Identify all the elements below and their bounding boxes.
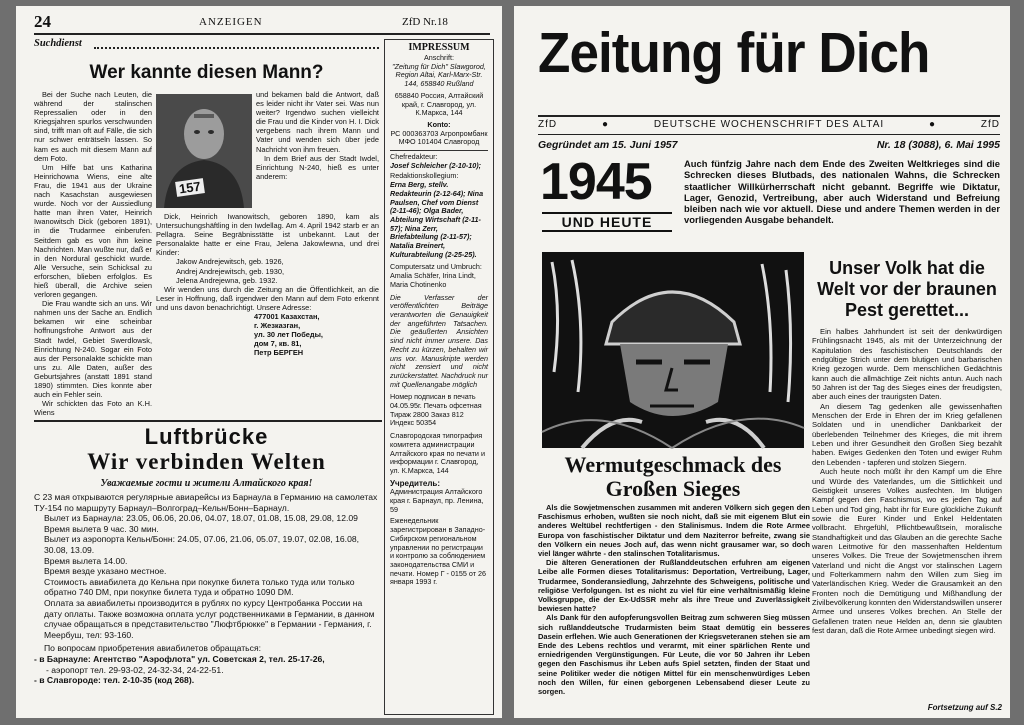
impressum-satz: Computersatz und Umbruch: Amalia Schäfer, Irina Lindt, Maria Chotinenko xyxy=(390,262,482,289)
prisoner-number: 157 xyxy=(175,178,205,197)
paragraph: Die Frau wandte sich an uns. Wir nahmen uns der Sache an. Endlich bekamen wir eine scheinbar hoffnungsfrohe Antwort aus der Stadt Iwdel, Gebiet Swerdlowsk, Einrichtung N-240. Sogar ein Foto aus der Personalakte schickte man uns zu. Alle Daten, außer des Geburtsjahres (anstatt 1891 stand 1890) stimmten. Dies konnte aber auch ein Fehler sein. xyxy=(34,299,152,400)
ad-greeting: Уважаемые гости и жители Алтайского края! xyxy=(100,478,313,489)
bullet-icon: ● xyxy=(929,119,937,130)
impressum-konto: РС 000363703 Агропромбанк МФО 101404 Славгород xyxy=(390,128,488,147)
right-page xyxy=(514,6,1010,718)
article-col-2a xyxy=(256,90,379,208)
paragraph: Auch heute noch müßt ihr den Kampf um die Ehre und Würde des Vaterlandes, um die Sittlichkeit und Geistigkeit unseres Volkes ausfechten. Im blutigen Kampf gegen den Faschismus, wo es jeden Tag auf Leben und Tod ging, habt ihr für Eure glückliche Zukunft sowie die Eurer Kinder und Enkel Heldentaten vollbracht. Ehrgefühl, Pflichtbewußtsein, moralische Standhaftigkeit und das Glauben an die gerechte Sache waren Leitmotive für den massenhaften Heldentum unseres Volkes. Die Treue der Sowjetmenschen ihrem Vaterland und nicht die Angst vor stalinschen Lagern und Folterkammern nahm den Willen zum Sieg im Vaterländischen Krieg. Weder die Grausamkeit an den Fronten noch die Demütigung und Mißhandlung der Zivilbevölkerung konnten den Widerstandswillen unserer Armee und unseres Volkes brechen. An Stelle der Gefallenen traten neue Helden an, denn sie glaubten fest daran, daß die Rote Armee unbedingt siegen wird. xyxy=(812,467,1002,635)
list-item: Andrej Andrejewitsch, geb. 1930, xyxy=(176,266,285,276)
ad-line: Время вылета 14.00. xyxy=(44,555,128,566)
address-line: дом 7, кв. 81, xyxy=(254,339,302,349)
article-headline: Wer kannte diesen Mann? xyxy=(89,62,324,83)
left-page xyxy=(16,6,502,718)
list-item: Jakow Andrejewitsch, geb. 1926, xyxy=(176,257,284,267)
founded-date: Gegründet am 15. Juni 1957 xyxy=(538,139,678,151)
luftbruecke-logo: Luftbrücke xyxy=(144,424,269,449)
header-rule xyxy=(34,33,490,35)
impressum-druck: Номер подписан в печать 04.05.95г. Печать офсетная Тираж 2800 Заказ 812 Индекс 50354 xyxy=(390,392,482,428)
paragraph: Wir schickten das Foto an K.H. Wiens xyxy=(34,399,152,418)
ad-line: Вылет из Барнаула: 23.05, 06.06, 20.06, 04.07, 18.07, 01.08, 15.08, 29.08, 12.09 xyxy=(44,513,358,524)
ad-line: Вылет из аэропорта Кельн/Бонн: 24.05, 07.06, 21.06, 05.07, 19.07, 02.08, 16.08, 30.08, 13.09. xyxy=(44,534,360,555)
lead-paragraph: Auch fünfzig Jahre nach dem Ende des Zweiten Weltkrieges sind die Schrecken dieses Blutbads, des nationalen Wahns, die Schrecken staatlicher Willkürherrschaft nicht gebannt. Begriffe wie Diktatur, Lager, Genozid, Vertreibung, aber auch Widerstand und Befreiung bleiben nach wie vor aktuell. Diese und andere Themen werden in der vorliegenden Ausgabe behandelt. xyxy=(684,158,1000,226)
ad-line: Время везде указано местное. xyxy=(44,566,167,577)
ad-line: Стоимость авиабилета до Кельна при покупке билета только туда или только обратно 740 DM, при покупке билета туда и обратно 1090 DM. xyxy=(44,576,355,598)
impressum-note: Die Verfasser der veröffentlichten Beiträge verantworten die Genauigkeit der angeführten Tatsachen. Die geäußerten Ansichten sind nicht immer unsere. Das Recht zu kürzen, behalten wir uns vor. Manuskripte werden nicht zensiert und nicht zurückerstattet. Nachdruck nur mit Quellenangabe möglich xyxy=(390,292,488,389)
und-heute: UND HEUTE xyxy=(542,212,672,232)
impressum-box xyxy=(384,39,494,715)
article-col-2b xyxy=(156,212,379,418)
paragraph: Dick, Heinrich Iwanowitsch, geboren 1890, kam als Untersuchungshäftling in den Iwdellag. Am 4. April 1942 starb er an Pellagra. Seine Begräbnisstätte ist unbekannt. Laut der Personalakte hatte er eine Frau, Jelena Jakowlewna, und drei Kinder: xyxy=(156,212,379,258)
impressum-chef: Josef Schleicher (2-10-10); xyxy=(390,160,482,170)
strip-text: ZfD xyxy=(538,119,558,130)
section-title: ANZEIGEN xyxy=(199,16,263,28)
issue-date: Nr. 18 (3088), 6. Mai 1995 xyxy=(876,139,1000,151)
children-list xyxy=(156,257,379,284)
paragraph: Bei der Suche nach Leuten, die während der stalinschen Repressalien oder in den Kriegsjahren spurlos verschwunden sind, trifft man oft auf Fälle, die sich nur schwer enträtseln lassen. So kam es auch mit diesem Mann auf dem Foto. xyxy=(34,90,152,163)
kicker: Suchdienst xyxy=(34,38,82,49)
address-line: г. Жезказган, xyxy=(254,321,301,331)
impressum-address-ru: 658840 Россия, Алтайский край, г. Славгород, ул. К.Маркса, 144 xyxy=(394,90,484,118)
ad-top-rule xyxy=(34,420,382,422)
masthead: Zeitung für Dich xyxy=(538,21,930,85)
impressum-label: Konto: xyxy=(427,119,451,129)
ad-line: Время вылета 9 час. 30 мин. xyxy=(44,523,159,534)
ad-line: Оплата за авиабилеты производится в рублях по курсу Центробанка России на дату оплаты. Также возможна оплата услуг родственниками в Германии, в данном случае обращаться в представительство "Люфтбрюкке" в Германии - Германия, г. Меербуш, тел: 93-160. xyxy=(44,597,375,640)
impressum-founder: Администрация Алтайского края г. Барнаул, пр. Ленина, 59 xyxy=(390,487,484,514)
impressum-kollegium: Erna Berg, stellv. Redakteurin (2-12-64); Nina Paulsen, Chef vom Dienst (2-11-46); Olga Bader, Abteilung Wirtschaft (2-11-57); Nina Zerr, Briefabteilung (2-11-57); Natalia Breinert, Kulturabteilung (2-25-25). xyxy=(390,180,484,259)
wermut-body xyxy=(538,503,810,717)
continued-note: Fortsetzung auf S.2 xyxy=(927,703,1002,712)
paragraph: In dem Brief aus der Stadt Iwdel, Einrichtung N-240, hieß es unter anderem: xyxy=(256,153,379,181)
soldier-drawing xyxy=(542,252,804,448)
article-col-1 xyxy=(34,90,152,418)
strip-text: ZfD xyxy=(980,119,1000,130)
ad-line: По вопросам приобретения авиабилетов обращаться: xyxy=(44,643,261,654)
paragraph: Die älteren Generationen der Rußlanddeutschen erfuhren am eigenen Leibe alle Formen dieses Totalitarismus: Deportation, Vertreibung, Lager, Trudarmee, Sonderansiedlung, Jahrzehnte des Schweigens, politische und religiöse Verfolgungen. Ist es nicht zu viel für eine verhältnismäßig kleine Volksgruppe, die der Ex-UdSSR mehr als ihre Treue und Zuverlässigkeit bewiesen hatte? xyxy=(538,558,810,614)
year-1945: 1945 xyxy=(540,153,652,211)
paragraph: Als Dank für den aufopferungsvollen Beitrag zum schweren Sieg müssen sich rußlanddeutsche Trudarmisten beim Staat demütig ein besseres Dasein erflehen. Wie auch Generationen der Kriegsveteranen stehen sie am Ende des Lebens rechtlos und verarmt, mit einer spärlichen Rente und erniedrigenden Vergünstigungen. Für Leute, die vor 50 Jahren ihr Leben gegen den Faschismus ihr Leben aufs Spiel setzten, finden der Staat und seine Politiker weder die nötigen Mittel für ein menschenwürdiges Leben noch den Willen, für einen geborgenen Lebensabend dieser Leute zu sorgen. xyxy=(538,613,810,697)
kicker-dots xyxy=(94,47,379,49)
unser-volk-body xyxy=(812,327,1002,701)
headline-unser-volk: Unser Volk hat die Welt vor der braunen Pest gerettet... xyxy=(817,258,997,320)
paragraph: Wir wenden uns durch die Zeitung an die Öffentlichkeit, an die Leser in Hoffnung, daß irgendwer den Mann auf dem Foto erkennt und uns davon benachrichtigt. Unsere Adresse: xyxy=(156,284,379,312)
impressum-title: IMPRESSUM xyxy=(408,42,470,53)
paragraph: An diesem Tag gedenken alle gewissenhaften Menschen der Erde in Ehren der im Krieg gefallenen Soldaten und in unendlicher Dankbarkeit der überlebenden Teilnehmer des Krieges, die mit ihrem Leben und ihrer Gesundheit den Großen Sieg bezahlt haben. Ewiges Gedenken den Toten und ewiger Ruhm den Lebenden - tapferen und stolzen Siegern. xyxy=(812,401,1002,467)
address-line: ул. 30 лет Победы, xyxy=(254,330,323,340)
impressum-address-de: "Zeitung für Dich" Slawgorod, Region Altai, Karl-Marx-Str. 144, 658840 Rußland xyxy=(392,61,486,89)
impressum-label: Anschrift: xyxy=(424,53,454,62)
impressum-label: Учредитель: xyxy=(390,478,440,488)
strip-rule-bottom xyxy=(538,134,1000,135)
issue-label: ZfD Nr.18 xyxy=(402,16,448,28)
address-line: Петр БЕРГЕН xyxy=(254,348,304,358)
list-item: Jelena Andrejewna, geb. 1932. xyxy=(176,275,278,285)
strip-rule-top xyxy=(538,115,1000,117)
impressum-label: Redaktionskollegium: xyxy=(390,171,459,181)
ad-contact: - в Барнауле: Агентство "Аэрофлота" ул. Советская 2, тел. 25-17-26, xyxy=(34,653,325,664)
headline-wermutgeschmack: Wermutgeschmack des Großen Sieges xyxy=(564,452,782,501)
contact-address xyxy=(156,312,379,357)
ad-intro: С 23 мая открываются регулярные авиарейсы из Барнаула в Германию на самолетах ТУ-154 по маршруту Барнаул–Волгоград–Кельн/Бонн–Барнаул. xyxy=(34,492,378,513)
strip-text: DEUTSCHE WOCHENSCHRIFT DES ALTAI xyxy=(653,119,885,130)
ad-body xyxy=(34,492,379,714)
paragraph: Um Hilfe bat uns Katharina Heinrichowna Wiens, eine alte Frau, die 1941 aus der Ukraine nach Kasachstan ausgewiesen wurde. Noch vor der Aussiedlung hatte man ihren Vater, Heinrich Iwanowitsch Dick (geboren 1891), in die Trudarmee einberufen. Seitdem gab es von ihm keine Nachrichten. Man wußte nur, daß er in den Nordural geschickt wurde. Alle Versuche, sein Schicksal zu erforschen, blieben erfolglos. Es hieß überall, die Archive seien verloren gegangen. xyxy=(34,162,152,300)
impressum-label: Chefredakteur: xyxy=(390,150,488,162)
page-number: 24 xyxy=(34,12,51,31)
paragraph: und bekamen bald die Antwort, daß es leider nicht ihr Vater sei. Was nun weiter? Irgendwo suchen vielleicht die Frau und die Kinder von H. I. Dick vergebens nach ihrem Mann und Vater und wenden sich über jede Nachricht von ihm freuen. xyxy=(256,90,379,154)
impressum-typo: Славгородская типография комитета администрации Алтайского края по печати и информации г. Славгород, ул. К.Маркса, 144 xyxy=(390,431,485,475)
ad-contact: - в Славгороде: тел. 2-10-35 (код 268). xyxy=(34,675,195,686)
impressum-reg: Еженедельник зарегистрирован в Западно-Сибирском региональном управлении по регистрации и контролю за соблюдением законодательства СМИ и печати. Номер Г - 0155 от 26 января 1993 г. xyxy=(390,516,487,587)
paragraph: Als die Sowjetmenschen zusammen mit anderen Völkern sich gegen den Faschismus erhoben, wußten sie noch nicht, daß sie mit eigenem Blut ein anderes Weltübel rechtfertigen - den Stalinismus. Indem die Rote Armee Europa von faschistischer Diktatur und dem Naziterror befreite, zwang sie den Völkern ein neues Joch auf, das wenn nicht grausamer war, so doch viel länger währte - den stalinschen Totalitarismus. xyxy=(538,503,810,559)
address-line: 477001 Казахстан, xyxy=(254,312,320,322)
ad-headline: Wir verbinden Welten xyxy=(87,449,326,474)
impressum-content xyxy=(385,40,493,589)
ad-contact: - аэропорт тел. 29-93-02, 24-32-34, 24-22-51. xyxy=(46,664,224,675)
woodcut-soldier-illustration xyxy=(542,252,804,448)
masthead-strip xyxy=(538,119,1000,133)
paragraph: Ein halbes Jahrhundert ist seit der denkwürdigen Frühlingsnacht 1945, als mit der Unterzeichnung der Kapitulation des faschistischen Deutschlands der endgültige Strich unter dem blutigen und barbarischen Krieg gezogen wurde. Dem menschlichen Gedächtnis kann auch die allmächtige Zeit nichts antun. Auch nach 50 Jahren ist der Tag des Sieges eines der freudigsten, aber auch eines der traurigsten Daten. xyxy=(812,327,1002,402)
bullet-icon: ● xyxy=(601,119,609,130)
portrait-photo xyxy=(156,94,252,208)
